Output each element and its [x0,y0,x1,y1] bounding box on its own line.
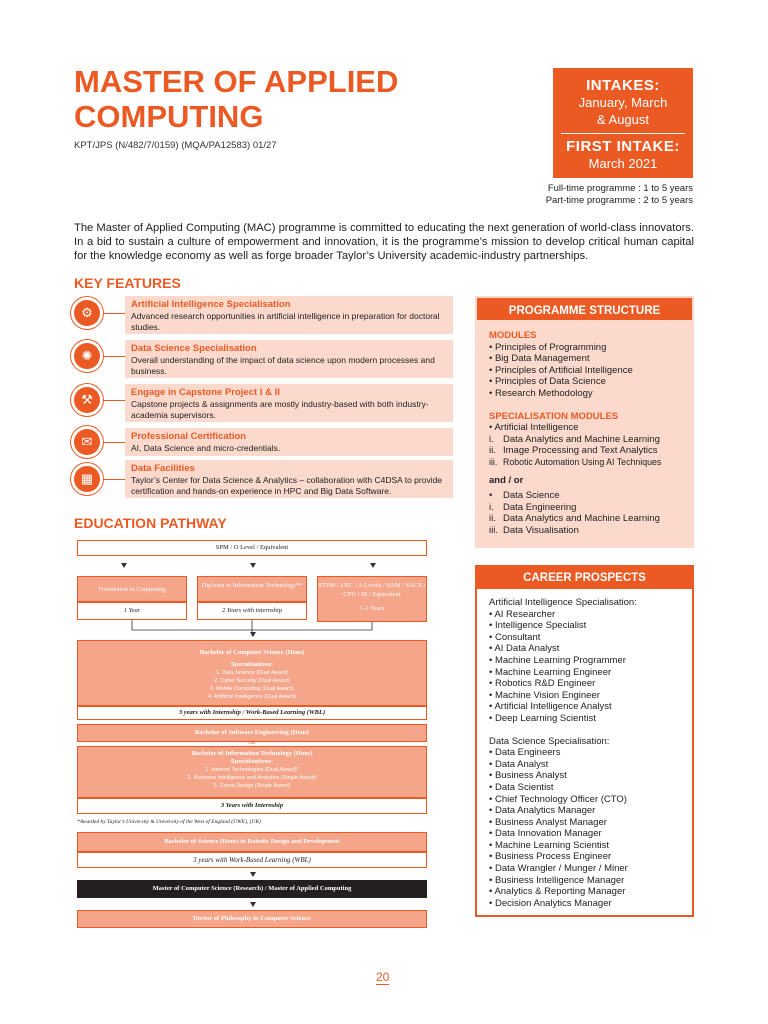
wbl-box: 3 years with Internship / Work-Based Learning (WBL) [77,706,427,720]
key-features-heading: KEY FEATURES [74,275,181,291]
bcs-spec-1: 1. Data Science (Dual Award) [215,670,289,676]
career-prospects-panel [475,565,694,917]
part-time-duration: Part-time programme : 2 to 5 years [545,195,693,206]
page-number: 20 [376,970,390,984]
bit-spec-3: 3. Game Design (Single Award) [213,783,291,789]
feature-item [125,428,453,456]
ds-jobs-list [489,747,680,909]
career-item: • Business Analyst Manager [489,816,607,828]
programme-structure-heading: PROGRAMME STRUCTURE [475,296,694,322]
career-item: • Decision Analytics Manager [489,897,612,909]
bcs-spec-4: 4. Artificial Intelligence (Dual Award) [208,694,296,700]
bcs-spec-3: 3. Mobile Computing (Dual Award) [210,686,294,692]
first-intake-value: March 2021 [588,156,658,171]
programme-structure-list [475,322,694,543]
feature-item [125,384,453,422]
intakes-label: INTAKES: [586,77,660,94]
education-pathway-heading: EDUCATION PATHWAY [74,515,227,531]
or-label: OR [248,741,256,746]
module-item: • Big Data Management [489,353,590,365]
stpm-label: STPM / UEC / A Levels / SAM / SACE / CPU / IB / Equivalent [318,582,426,598]
career-item: • Data Scientist [489,781,554,793]
career-list [477,589,692,917]
feature-item [125,340,453,378]
career-item: • Machine Vision Engineer [489,689,600,701]
career-item: • Machine Learning Scientist [489,839,610,851]
bcs-box [77,640,427,706]
career-item: • Intelligence Specialist [489,620,587,632]
career-item: • Chief Technology Officer (CTO) [489,793,627,805]
career-item: • Data Engineers [489,747,561,759]
feature-title: Professional Certification [131,431,247,442]
intakes-box [553,68,693,178]
bit-spec-2: 2. Business Intelligence and Analytics (Single Award) [187,775,317,781]
career-item: • Machine Learning Programmer [489,654,626,666]
programme-structure-panel [475,296,694,548]
arrow-down-icon [370,563,376,568]
spec-ai-item: i. Data Analytics and Machine Learning [489,433,660,445]
bcs-spec-label: Specialisations: [231,662,273,668]
pathway-connector [77,620,427,640]
module-item: • Principles of Artificial Intelligence [489,364,633,376]
and-or-label: and / or [489,474,524,486]
page-title: MASTER OF APPLIED COMPUTING [74,64,399,134]
data-facilities-icon: ▦ [74,466,100,492]
arrow-down-icon [250,632,256,637]
intake-divider [561,133,685,134]
intro-paragraph: The Master of Applied Computing (MAC) programme is committed to educating the next generation of world-class innovators. In a bid to sustain a culture of empowerment and innovation, it is the programme’s mission to develop critical human capital for the knowledge economy as well as forge broader Taylor’s University academic-industry partnerships. [74,222,694,262]
diploma-box: Diploma in Information Technology** [197,576,307,602]
accreditation-code: KPT/JPS (N/482/7/0159) (MQA/PA12583) 01/27 [74,140,277,151]
career-item: • Artificial Intelligence Analyst [489,701,612,713]
spec-ai-item: ii. Image Processing and Text Analytics [489,445,658,457]
career-item: • Consultant [489,631,541,643]
ai-brain-icon: ⚙ [74,300,100,326]
spm-box: SPM / O Level / Equivalent [77,540,427,556]
module-item: • Principles of Data Science [489,376,606,388]
footnote: *Awarded by Taylor’s University & University of the West of England (UWE), (UK) [77,819,261,825]
foundation-box: Foundation in Computing [77,576,187,602]
capstone-icon: ⚒ [74,387,100,413]
arrow-down-icon [250,563,256,568]
feature-connector [103,400,125,401]
bcs-spec-2: 2. Cyber Security (Dual Award) [214,678,290,684]
module-item: • Principles of Programming [489,341,607,353]
spec-ds-item: iii. Data Visualisation [489,524,579,536]
career-item: • Analytics & Reporting Manager [489,886,626,898]
arrow-down-icon [250,902,256,907]
stpm-box [317,576,427,622]
career-item: • Machine Learning Engineer [489,666,612,678]
career-item: • Data Innovation Manager [489,828,602,840]
robotic-duration: 3 years with Work-Based Learning (WBL) [77,852,427,868]
feature-title: Engage in Capstone Project I & II [131,387,280,398]
career-item: • Business Intelligence Manager [489,874,625,886]
robotic-box: Bachelor of Science (Hons) in Robotic Design and Development [77,832,427,852]
bit-spec-label: Specialisations: [231,759,273,765]
career-item: • Data Wrangler / Munger / Miner [489,863,628,875]
ds-career-label: Data Science Specialisation: [489,735,610,747]
internship-box: 3 Years with Internship [77,798,427,814]
spec-ds-item: i. Data Engineering [489,501,577,513]
bit-title: Bachelor of Information Technology (Hons) [191,750,313,757]
feature-connector [103,442,125,443]
bse-box: Bachelor of Software Engineering (Hons) [77,724,427,742]
career-prospects-heading: CAREER PROSPECTS [477,567,692,589]
career-item: • AI Researcher [489,608,556,620]
feature-desc: Capstone projects & assignments are mostly industry-based with both industry-academia supervisors. [131,399,429,420]
spec-ds: • Data Science [489,490,560,502]
diploma-duration: 2 Years with internship [197,602,307,620]
feature-connector [103,479,125,480]
feature-item [125,296,453,334]
first-intake-label: FIRST INTAKE: [566,138,680,155]
modules-label: MODULES [489,330,537,341]
stpm-duration: 1-2 Years [359,605,385,612]
bcs-title: Bachelor of Computer Science (Hons) [199,649,305,656]
feature-connector [103,356,125,357]
feature-desc: Taylor’s Center for Data Science & Analytics – collaboration with C4DSA to provide certification and hands-on experience in HPC and Big Data Software. [131,475,443,496]
feature-desc: AI, Data Science and micro-credentials. [131,443,281,453]
duration-info [546,183,693,207]
career-item: • Business Analyst [489,770,567,782]
spec-ai-item: iii. Robotic Automation Using AI Techniques [489,456,662,467]
feature-title: Data Science Specialisation [131,343,257,354]
feature-desc: Advanced research opportunities in artificial intelligence in preparation for doctoral studies. [131,311,440,332]
masters-box: Master of Computer Science (Research) / Master of Applied Computing [77,880,427,898]
full-time-duration: Full-time programme : 1 to 5 years [547,183,693,194]
arrow-down-icon [121,563,127,568]
intakes-months-1: January, March [578,95,668,110]
arrow-down-icon [250,872,256,877]
bit-box [77,746,427,798]
feature-title: Data Facilities [131,463,195,474]
spec-modules-label: SPECIALISATION MODULES [489,410,619,422]
feature-connector [103,313,125,314]
career-item: • Data Analyst [489,758,549,770]
feature-item [125,460,453,498]
career-item: • Business Process Engineer [489,851,612,863]
feature-title: Artificial Intelligence Specialisation [131,299,291,310]
intakes-months-2: & August [596,112,650,127]
bit-spec-1: 1. Internet Technologies (Dual Award)* [205,767,299,773]
career-item: • Deep Learning Scientist [489,712,596,724]
feature-desc: Overall understanding of the impact of data science upon modern processes and business. [131,355,435,376]
career-item: • Data Analytics Manager [489,805,596,817]
career-item: • AI Data Analyst [489,643,560,655]
phd-box: Doctor of Philosophy in Computer Science [77,910,427,928]
spec-ai: • Artificial Intelligence [489,422,579,434]
module-item: • Research Methodology [489,387,593,399]
career-item: • Robotics R&D Engineer [489,678,596,690]
spec-ds-item: ii. Data Analytics and Machine Learning [489,513,660,525]
certificate-icon: ✉ [74,429,100,455]
ai-jobs-list [489,609,680,725]
foundation-duration: 1 Year [77,602,187,620]
ai-career-label: Artificial Intelligence Specialisation: [489,597,637,608]
data-science-icon: ✺ [74,343,100,369]
